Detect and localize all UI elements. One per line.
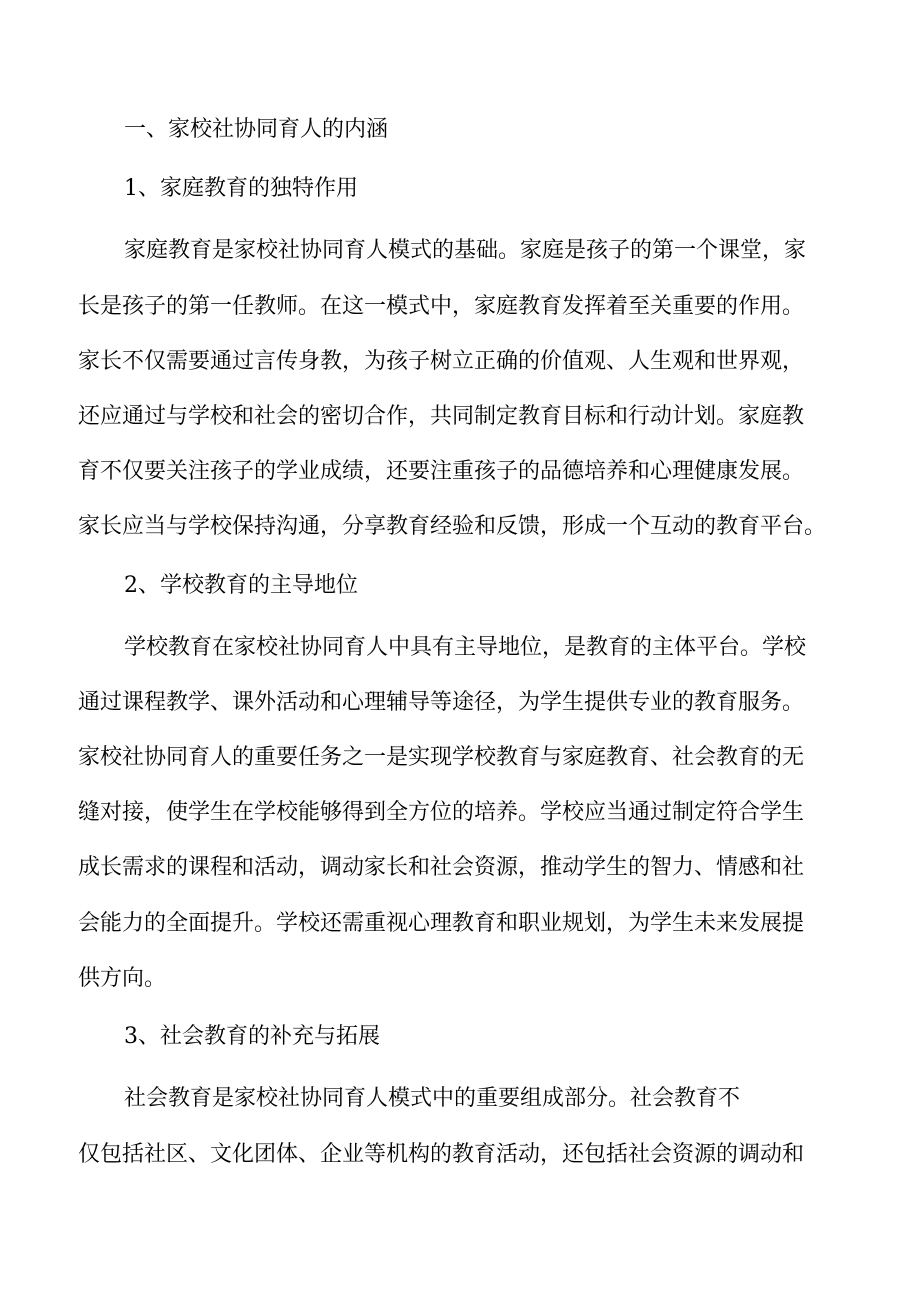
section-1-line: 家长应当与学校保持沟通，分享教育经验和反馈，形成一个互动的教育平台。 <box>78 514 827 539</box>
main-heading: 一、家校社协同育人的内涵 <box>124 117 389 142</box>
section-2-title: 2、学校教育的主导地位 <box>124 573 358 598</box>
section-2-line: 缝对接，使学生在学校能够得到全方位的培养。学校应当通过制定符合学生 <box>78 800 805 825</box>
section-2-line: 会能力的全面提升。学校还需重视心理教育和职业规划，为学生未来发展提 <box>78 911 805 936</box>
section-1-line: 家庭教育是家校社协同育人模式的基础。家庭是孩子的第一个课堂，家 <box>124 238 807 263</box>
section-3-line: 社会教育是家校社协同育人模式中的重要组成部分。社会教育不 <box>124 1086 741 1111</box>
section-1-line: 家长不仅需要通过言传身教，为孩子树立正确的价值观、人生观和世界观， <box>78 349 805 374</box>
section-1-title: 1、家庭教育的独特作用 <box>124 176 358 201</box>
section-3-title: 3、社会教育的补充与拓展 <box>124 1024 380 1049</box>
section-2-line: 成长需求的课程和活动，调动家长和社会资源，推动学生的智力、情感和社 <box>78 855 805 880</box>
section-1-line: 还应通过与学校和社会的密切合作，共同制定教育目标和行动计划。家庭教 <box>78 404 805 429</box>
section-3-line: 仅包括社区、文化团体、企业等机构的教育活动，还包括社会资源的调动和 <box>78 1142 805 1167</box>
section-2-line: 通过课程教学、课外活动和心理辅导等途径，为学生提供专业的教育服务。 <box>78 690 805 715</box>
section-2-line: 家校社协同育人的重要任务之一是实现学校教育与家庭教育、社会教育的无 <box>78 745 805 770</box>
section-1-line: 长是孩子的第一任教师。在这一模式中，家庭教育发挥着至关重要的作用。 <box>78 294 805 319</box>
section-1-line: 育不仅要关注孩子的学业成绩，还要注重孩子的品德培养和心理健康发展。 <box>78 459 805 484</box>
section-2-line: 供方向。 <box>78 966 167 991</box>
section-2-line: 学校教育在家校社协同育人中具有主导地位，是教育的主体平台。学校 <box>124 635 807 660</box>
